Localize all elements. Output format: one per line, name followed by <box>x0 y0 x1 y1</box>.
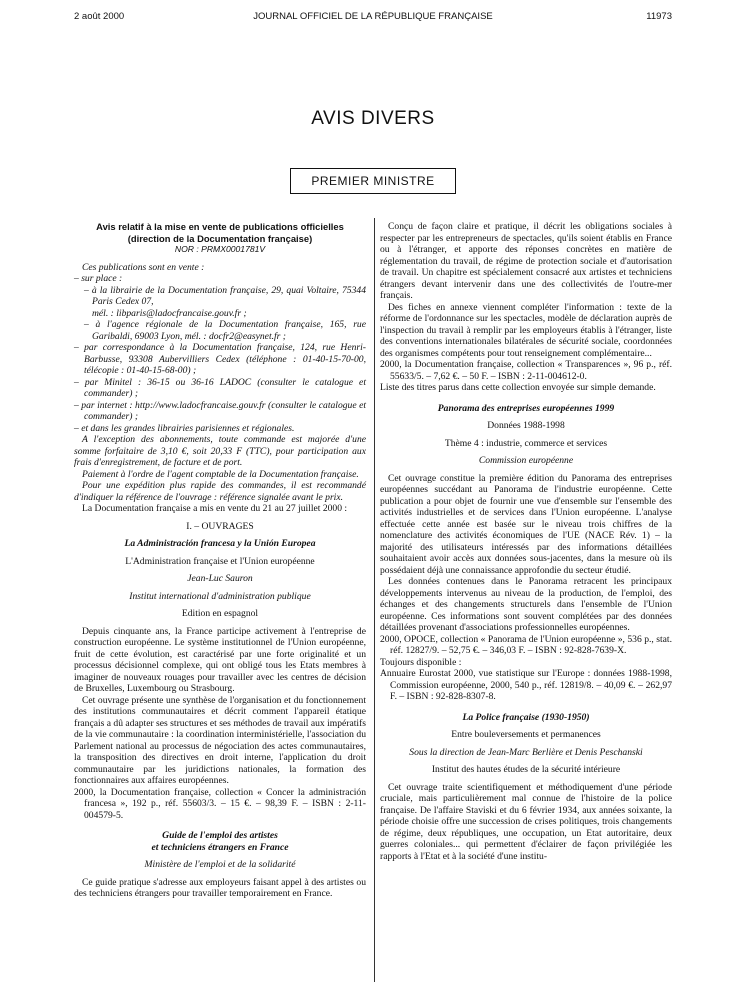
book3-title: Panorama des entreprises européennes 1999 <box>437 402 615 414</box>
book3-donnees: Données 1988-1998 <box>487 420 565 431</box>
section-box: PREMIER MINISTRE <box>290 168 456 194</box>
book2-reference: 2000, la Documentation française, collection « Transparences », 96 p., réf. 55633/5. – 7,62 €. – 50 F. – ISBN : 2-11-004612-0. <box>380 359 672 382</box>
header-journal-title: JOURNAL OFFICIEL DE LA RÉPUBLIQUE FRANÇAISE <box>253 11 493 22</box>
expedition-note: Pour une expédition plus rapide des commandes, il est recommandé d'indiquer la référence de l'ouvrage : référence signalée avant le prix. <box>74 480 366 503</box>
book4-institute: Institut des hautes études de la sécurité intérieure <box>431 764 621 775</box>
book3-paragraph-1: Cet ouvrage constitue la première édition du Panorama des entreprises européennes succédant au Panorama de l'industrie européenne. Cette publication a pour objet de fournir une vue d'ensemble sur l'ensemble des activités industrielles et de services dans l'Union européenne. L'analyse effectuée cette année est basée sur le niveau trois chiffres de la nomenclature des activités économiques de l'UE (NACE Rév. 1) – la majorité des utilisateurs intéressés par des informations détaillées souhaitaient avoir accès aux données sous-jacentes, dans la mesure où ils possédaient déjà une connaissance approfondie du secteur étudié. <box>380 472 672 576</box>
book4-paragraph-1: Cet ouvrage traite scientifiquement et méthodiquement d'une période cruciale, mais particulièrement mal connue de l'histoire de la police française. De l'affaire Staviski et du 6 février 1934, aux années soixante, la période choisie offre une succession de crises politiques, trois changements de régime, deux républiques, une occupation, un Etat autoritaire, deux guerres coloniales... qui permettent d'éclairer de façon privilégiée les rapports à l'Etat et à la société d'une institu- <box>380 781 672 862</box>
list-agence-lyon: – à l'agence régionale de la Documentation française, 165, rue Garibaldi, 69003 Lyon, mél. : docfr2@easynet.fr ; <box>84 319 366 342</box>
book1-title: La Administración francesa y la Unión Europea <box>124 538 316 549</box>
book2-liste: Liste des titres parus dans cette collection envoyée sur simple demande. <box>380 382 656 393</box>
book3-commission: Commission européenne <box>478 455 574 466</box>
intro-text: Ces publications sont en vente : <box>82 261 205 273</box>
book1-reference: 2000, la Documentation française, collection « Concer la administración francesa », 192 p., réf. 55603/3. – 15 €. – 98,39 F. – ISBN : 2-11-004579-5. <box>74 786 366 821</box>
mise-en-vente: La Documentation française a mis en vente du 21 au 27 juillet 2000 : <box>82 503 348 514</box>
book4-title: La Police française (1930-1950) <box>462 711 590 723</box>
header-date: 2 août 2000 <box>74 11 125 22</box>
annuaire-eurostat: Annuaire Eurostat 2000, vue statistique sur l'Europe : données 1988-1998, Commission européenne, 2000, 540 p., réf. 12819/8. – 40,09 €. – 262,97 F. – ISBN : 92-828-8307-8. <box>380 668 672 702</box>
book2-title-line2: et techniciens étrangers en France <box>151 841 289 853</box>
book2-paragraph-1: Ce guide pratique s'adresse aux employeurs faisant appel à des artistes ou des techniciens étrangers pour travailler temporairement en France. <box>74 876 366 899</box>
paiement-note: Paiement à l'ordre de l'agent comptable de la Documentation française. <box>82 468 359 480</box>
book2-paragraph-2: Conçu de façon claire et pratique, il décrit les obligations sociales à respecter par les entrepreneurs de spectacles, qu'ils soient établis en France ou à l'étranger, et apporte des réponses concrètes en matière de réglementation du travail, de régime de protection sociale et d'autorisation de travail. Un chapitre est spécialement consacré aux artistes et techniciens étrangers devant intervenir dans une des collectivités de l'outre-mer français. <box>380 221 672 301</box>
book2-ministry: Ministère de l'emploi et de la solidarité <box>144 859 296 870</box>
list-librairie-email: mél. : libparis@ladocfrancaise.gouv.fr ; <box>92 307 247 319</box>
list-librairie-paris: – à la librairie de la Documentation française, 29, quai Voltaire, 75344 Paris Cedex 07, <box>84 284 366 307</box>
notice-subtitle: (direction de la Documentation française) <box>127 232 313 244</box>
book1-edition: Edition en espagnol <box>181 608 259 619</box>
book3-paragraph-2: Les données contenues dans le Panorama retracent les principaux développements intervenus au niveau de la production, de l'emploi, des échanges et des changements structurels dans l'ensemble de l'Union européenne. Ces informations sont souvent complétées par des données détaillées provenant d'associations professionnelles européennes. <box>380 576 672 633</box>
page-header <box>74 11 672 25</box>
right-column <box>380 221 672 862</box>
book1-paragraph-2: Cet ouvrage présente une synthèse de l'organisation et du fonctionnement des institutions communautaires et décrit comment l'appareil étatique français a dû adapter ses structures et ses méthodes de travail aux impératifs de la vie communautaire : la coordination interministérielle, l'association du Parlement national au processus de négociation des actes communautaires, la transposition des directives en droit interne, l'application du droit communautaire par les juridictions nationales, la formation des fonctionnaires aux affaires européennes. <box>74 694 366 786</box>
column-divider <box>374 218 375 982</box>
book4-subtitle: Entre bouleversements et permanences <box>451 729 601 740</box>
list-sur-place: – sur place : <box>74 273 123 284</box>
toujours-disponible: Toujours disponible : <box>380 656 462 668</box>
book3-theme: Thème 4 : industrie, commerce et services <box>444 437 608 449</box>
book1-institute: Institut international d'administration publique <box>129 590 311 602</box>
book4-direction: Sous la direction de Jean-Marc Berlière et Denis Peschanski <box>409 746 643 758</box>
ouvrages-heading: I. – OUVRAGES <box>186 520 254 532</box>
notice-title: Avis relatif à la mise en vente de publications officielles <box>96 221 344 232</box>
page-title: AVIS DIVERS <box>311 108 435 129</box>
abonnements-note: A l'exception des abonnements, toute commande est majorée d'une somme forfaitaire de 3,10 €, soit 20,33 F (TTC), pour participation aux frais d'enregistrement, de facture et de port. <box>74 434 366 468</box>
header-page-number: 11973 <box>646 11 672 22</box>
nor-reference: NOR : PRMX0001781V <box>174 244 266 254</box>
book2-title: Guide de l'emploi des artistes <box>162 830 278 841</box>
book1-author: Jean-Luc Sauron <box>187 573 253 584</box>
book3-reference: 2000, OPOCE, collection « Panorama de l'Union européenne », 536 p., stat. réf. 12827/9. – 52,75 €. – 346,03 F. – ISBN : 92-828-7639-X. <box>380 633 672 656</box>
list-correspondance: – par correspondance à la Documentation française, 124, rue Henri-Barbusse, 93308 Aubervilliers Cedex (téléphone : 01-40-15-70-00, télécopie : 01-40-15-68-00) ; <box>74 342 366 376</box>
book1-paragraph-1: Depuis cinquante ans, la France participe activement à l'entreprise de construction européenne. Le système institutionnel de l'Union européenne, fruit de cette évolution, est caractérisé par une forte originalité et un processus décisionnel complexe, qui ont obligé tous les Etats membres à imaginer de nouveaux rouages pour travailler avec les centres de décision de Bruxelles, Luxembourg ou Strasbourg. <box>74 625 366 694</box>
book1-subtitle: L'Administration française et l'Union européenne <box>125 555 315 567</box>
left-column <box>74 221 366 900</box>
book2-paragraph-3: Des fiches en annexe viennent compléter l'information : texte de la réforme de l'ordonnance sur les spectacles, modèle de déclaration auprès de l'inspection du travail à remplir par les employeurs établis à l'étranger, liste des conventions internationales bilatérales de sécurité sociale, coordonnées des organismes compétents pour tout renseignement complémentaire... <box>380 301 672 359</box>
list-grandes-librairies: – et dans les grandes librairies parisiennes et régionales. <box>74 422 295 434</box>
list-internet: – par internet : http://www.ladocfrancaise.gouv.fr (consulter le catalogue et commander) ; <box>74 399 366 422</box>
list-minitel: – par Minitel : 36-15 ou 36-16 LADOC (consulter le catalogue et commander) ; <box>74 376 366 399</box>
